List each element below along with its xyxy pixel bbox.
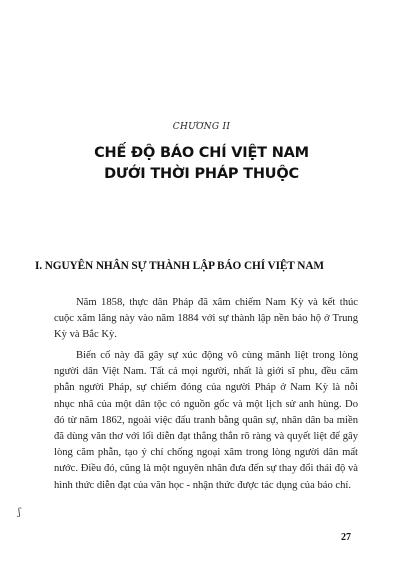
section-heading: I. NGUYÊN NHÂN SỰ THÀNH LẬP BÁO CHÍ VIỆT NAM xyxy=(35,260,324,272)
margin-mark: ʃ xyxy=(18,507,21,518)
paragraph-text: Biến cố này đã gây sự xúc động vô cùng mãnh liệt trong lòng người dân Việt Nam. Tất cả mọi người, nhất là giới sĩ phu, đều căm phẫn người Pháp, sự chiếm đóng của người Pháp ở Nam Kỳ là nỗi nhục nhã của một dân tộc có nguồn gốc và một lịch sử anh hùng. Do đó từ năm 1862, ngoài việc đấu tranh bằng quân sự, nhân dân ba miền đã dùng văn thơ với lối diễn đạt thẳng thắn rõ ràng và quyết liệt để gây lòng căm phẫn, tạo ý chí chống ngoại xâm trong lòng người dân mất nước. Điều đó, cũng là một nguyên nhân đưa đến sự thay đổi thái độ và hình thức diễn đạt của văn học - nhận thức được tác dụng của báo chí. xyxy=(54,350,358,491)
body-paragraph-1 xyxy=(54,295,358,344)
chapter-label: CHƯƠNG II xyxy=(172,122,231,132)
chapter-title-line-1: CHẾ ĐỘ BÁO CHÍ VIỆT NAM xyxy=(94,145,309,161)
body-paragraph-2 xyxy=(54,348,358,494)
paragraph-text: Năm 1858, thực dân Pháp đã xâm chiếm Nam Kỳ và kết thúc cuộc xâm lăng này vào năm 1884 với sự thành lập nền bảo hộ ở Trung Kỳ và Bắc Kỳ. xyxy=(54,297,358,341)
chapter-title-line-2: DƯỚI THỜI PHÁP THUỘC xyxy=(104,166,299,182)
page-number: 27 xyxy=(341,532,351,543)
